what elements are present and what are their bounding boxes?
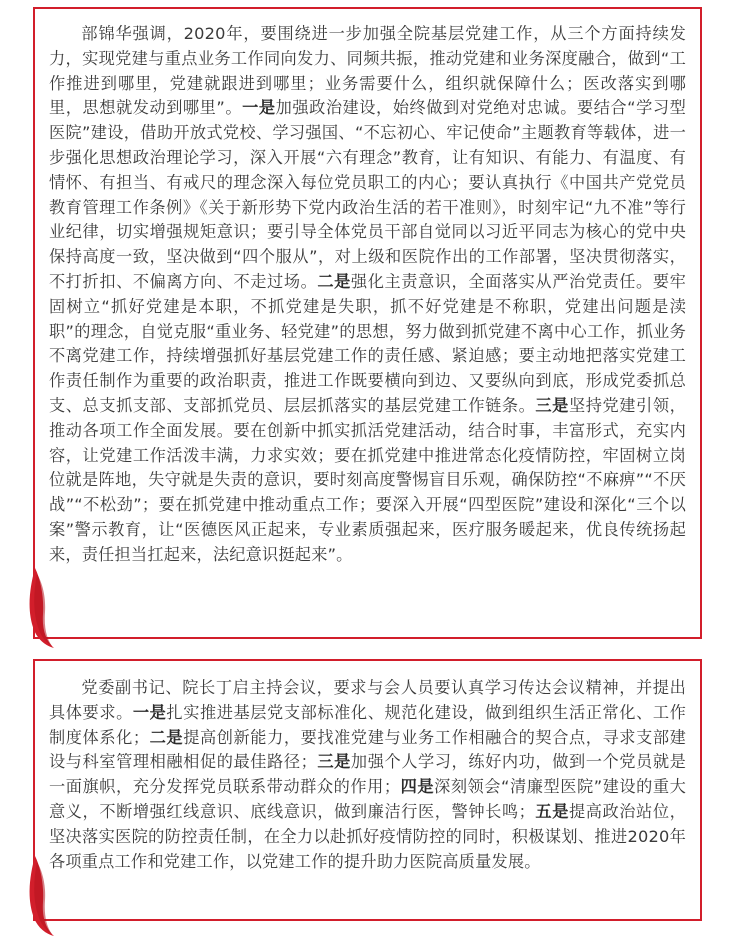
point-marker: 四是 [400,777,435,797]
paragraph-text: 强化主责意识，全面落实从严治党责任。要牢固树立“抓好党建是本职，不抓党建是失职，抓不好党建是不称职，党建出问题是渎职”的理念，自觉克服“重业务、轻党建”的思想，努力做到抓党建不离中心工作，抓业务不离党建工作，持续增强抓好基层党建工作的责任感、紧迫感；要主动地把落实党建工作责任制作为重要的政治职责，推进工作既要横向到边、又要纵向到底，形成党委抓总支、总支抓支部、支部抓党员、层层抓落实的基层党建工作链条。 [49,271,686,415]
point-marker: 三是 [535,395,569,415]
point-marker: 三是 [316,752,351,772]
paragraph-1 [49,22,686,568]
text-card-2 [33,659,702,921]
paragraph-2 [49,676,686,874]
paragraph-text: 加强政治建设，始终做到对党绝对忠诚。要结合“学习型医院”建设，借助开放式党校、学习强国、“不忘初心、牢记使命”主题教育等载体，进一步强化思想政治理论学习，深入开展“六有理念”教育，让有知识、有能力、有温度、有情怀、有担当、有戒尺的理念深入每位党员职工的内心；要认真执行《中国共产党党员教育管理工作条例》《关于新形势下党内政治生活的若干准则》，时刻牢记“九不准”等行业纪律，切实增强规矩意识；要引导全体党员干部自觉同以习近平同志为核心的党中央保持高度一致，坚决做到“四个服从”，对上级和医院作出的工作部署，坚决贯彻落实，不打折扣、不偏离方向、不走过场。 [49,98,686,291]
point-marker: 五是 [535,801,569,821]
point-marker: 一是 [242,98,276,118]
paragraph-text: 提高创新能力，要找准党建与业务工作相融合的契合点，寻求支部建设与科室管理相融相促的最佳路径； [49,727,687,772]
text-card-1 [33,7,702,639]
red-ribbon-corner-icon [25,568,55,648]
red-ribbon-corner-icon [25,856,55,936]
paragraph-text: 扎实推进基层党支部标准化、规范化建设，做到组织生活正常化、工作制度体系化； [49,702,686,747]
point-marker: 二是 [317,271,351,291]
point-marker: 二是 [149,727,184,747]
paragraph-text: 提高政治站位，坚决落实医院的防控责任制，在全力以赴抓好疫情防控的同时，积极谋划、推进2020年各项重点工作和党建工作，以党建工作的提升助力医院高质量发展。 [49,801,686,871]
paragraph-text: 坚持党建引领，推动各项工作全面发展。要在创新中抓实抓活党建活动，结合时事，丰富形式，充实内容，让党建工作活泼丰满，力求实效；要在抓党建中推进常态化疫情防控，牢固树立岗位就是阵地，失守就是失责的意识，要时刻高度警惕盲目乐观，确保防控“不麻痹”“不厌战”“不松劲”；要在抓党建中推动重点工作；要深入开展“四型医院”建设和深化“三个以案”警示教育，让“医德医风正起来，专业素质强起来，医疗服务暖起来，优良传统扬起来，责任担当扛起来，法纪意识挺起来”。 [49,395,686,564]
paragraph-text: 加强个人学习，练好内功，做到一个党员就是一面旗帜，充分发挥党员联系带动群众的作用； [49,752,686,797]
paragraph-text: 党委副书记、院长丁启主持会议，要求与会人员要认真学习传达会议精神，并提出具体要求。 [49,678,686,722]
paragraph-text: 深刻领会“清廉型医院”建设的重大意义，不断增强红线意识、底线意识，做到廉洁行医，警钟长鸣； [49,777,686,821]
point-marker: 一是 [132,702,167,722]
paragraph-text: 部锦华强调，2020年，要围绕进一步加强全院基层党建工作，从三个方面持续发力，实现党建与重点业务工作同向发力、同频共振，推动党建和业务深度融合，做到“工作推进到哪里，党建就跟进到哪里；业务需要什么，组织就保障什么；医改落实到哪里，思想就发动到哪里”。 [49,24,686,118]
